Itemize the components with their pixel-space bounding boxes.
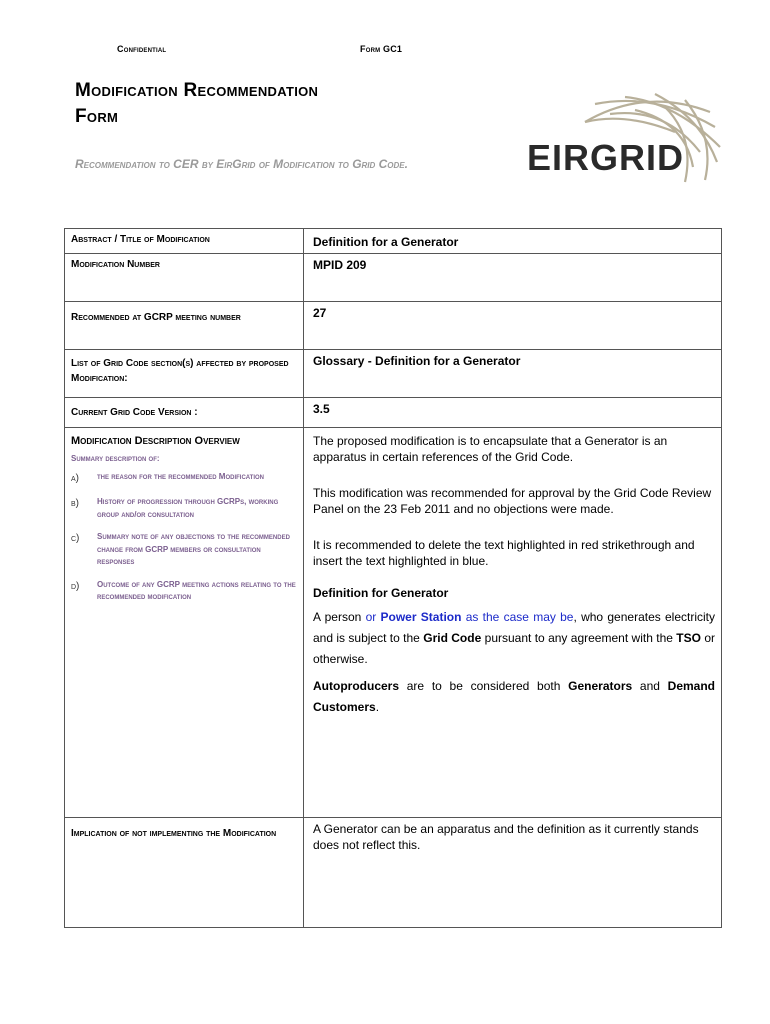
list-text: Outcome of any GCRP meeting actions relating to the recommended modification [97, 579, 296, 601]
description-paragraph-1: The proposed modification is to encapsulate that a Generator is an apparatus in certain references of the Grid Code. [313, 434, 668, 464]
def-term: Demand Customers [313, 679, 715, 714]
meeting-value: 27 [304, 302, 722, 350]
def-term: TSO [676, 631, 701, 645]
description-paragraph-3: It is recommended to delete the text highlighted in red strikethrough and insert the text highlighted in blue. [313, 538, 695, 568]
form-id-label: Form GC1 [360, 44, 403, 54]
list-marker: b) [71, 498, 79, 509]
row-sections [65, 350, 722, 398]
def-text-segment: pursuant to any agreement with the [481, 631, 677, 645]
row-implication [65, 818, 722, 928]
meeting-label: Recommended at GCRP meeting number [65, 302, 304, 350]
def-text-segment: , who generates electricity and is subject to the [313, 610, 716, 645]
def-text-segment: are to be considered both [399, 679, 569, 693]
page-subtitle: Recommendation to CER by EirGrid of Modification to Grid Code. [75, 157, 408, 171]
description-value-cell [304, 428, 722, 818]
summary-label: Summary description of: [71, 454, 160, 463]
def-text-segment: and [632, 679, 668, 693]
sections-label: List of Grid Code section(s) affected by proposed Modification: [65, 350, 304, 398]
list-marker: d) [71, 580, 80, 592]
definition-paragraph-1 [313, 607, 715, 670]
abstract-label: Abstract / Title of Modification [65, 229, 304, 254]
modification-form-table [64, 228, 722, 928]
row-abstract [65, 229, 722, 254]
list-text: the reason for the recommended Modification [97, 472, 264, 481]
def-inserted-text: as the case may be [461, 610, 574, 624]
list-marker: a) [71, 473, 79, 484]
def-text-segment: or otherwise. [313, 631, 715, 666]
version-label: Current Grid Code Version : [65, 398, 304, 428]
sections-value: Glossary - Definition for a Generator [304, 350, 722, 398]
description-paragraph-2: This modification was recommended for approval by the Grid Code Review Panel on the 23 Feb 2011 and no objections were made. [313, 486, 712, 516]
def-text-segment: . [375, 700, 380, 714]
logo-text: EIRGRID [527, 137, 685, 178]
list-marker: c) [71, 533, 80, 544]
definition-title: Definition for Generator [313, 586, 449, 600]
page-title [75, 78, 318, 130]
description-label: Modification Description Overview [71, 435, 240, 447]
description-label-cell [65, 428, 304, 818]
list-item [71, 471, 297, 486]
list-text: History of progression through GCRPs, working group and/or consultation [97, 497, 279, 519]
row-number [65, 254, 722, 302]
def-term: Grid Code [423, 631, 482, 645]
list-text: Summary note of any objections to the recommended change from GCRP members or consultation responses [97, 532, 290, 566]
list-item [71, 579, 297, 604]
row-version [65, 398, 722, 428]
def-term: Autoproducers [313, 679, 400, 693]
def-inserted-term: Power Station [380, 610, 462, 624]
summary-list [71, 471, 297, 604]
confidential-label: Confidential [117, 44, 167, 54]
number-label: Modification Number [65, 254, 304, 302]
version-value: 3.5 [304, 398, 722, 428]
definition-paragraph-2 [313, 676, 715, 718]
list-item [71, 496, 297, 521]
implication-value: A Generator can be an apparatus and the definition as it currently stands does not reflect this. [304, 818, 722, 928]
eirgrid-logo [525, 92, 725, 192]
list-item [71, 531, 297, 569]
def-inserted-text: or [365, 610, 381, 624]
title-line-1: Modification Recommendation [75, 80, 319, 101]
def-term: Generators [568, 679, 633, 693]
abstract-value: Definition for a Generator [304, 229, 722, 254]
title-line-2: Form [75, 106, 119, 127]
def-text-segment: A person [313, 610, 366, 624]
number-value: MPID 209 [304, 254, 722, 302]
implication-label: Implication of not implementing the Modification [65, 818, 304, 928]
row-description [65, 428, 722, 818]
row-meeting [65, 302, 722, 350]
